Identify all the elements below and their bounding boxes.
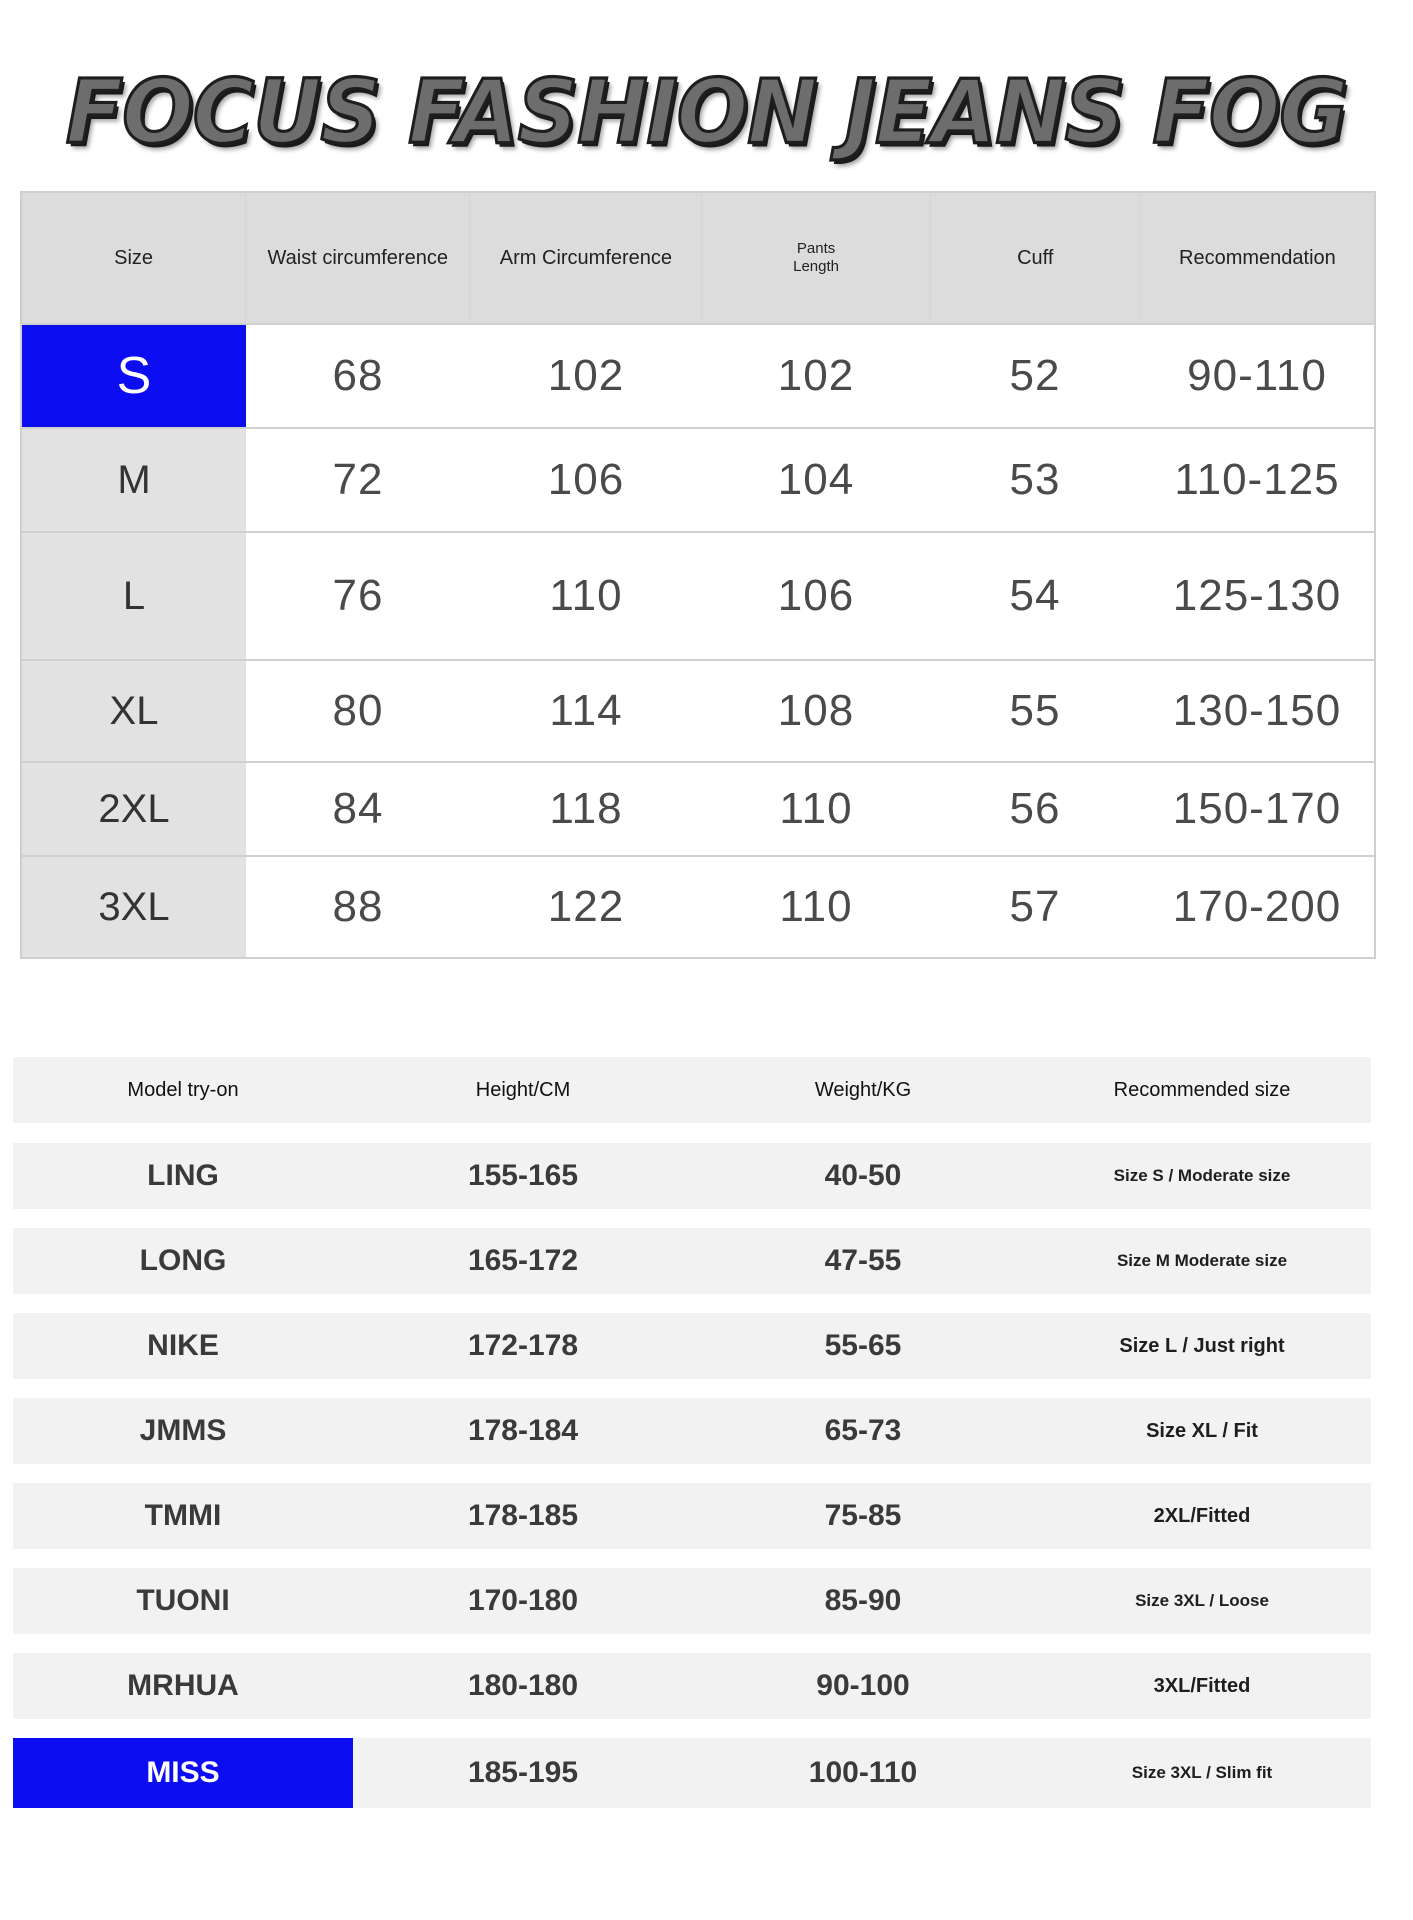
model-height: 165-172 <box>467 1244 579 1277</box>
cuff-cell: 54 <box>1009 571 1061 620</box>
waist-cell: 68 <box>332 351 384 400</box>
cuff-cell: 55 <box>1009 686 1061 735</box>
table-row <box>22 325 1374 429</box>
arm-cell: 106 <box>547 455 625 504</box>
recommendation-cell: 125-130 <box>1172 571 1342 620</box>
pants-cell: 102 <box>777 351 855 400</box>
pants-cell: 108 <box>777 686 855 735</box>
table-row <box>13 1568 1371 1634</box>
table-row <box>13 1738 1371 1808</box>
header-height: Height/CM <box>475 1078 571 1101</box>
size-cell: 2XL <box>22 763 246 855</box>
waist-cell: 76 <box>332 571 384 620</box>
arm-cell: 122 <box>547 882 625 931</box>
model-weight: 55-65 <box>824 1329 902 1362</box>
recommendation-cell: 170-200 <box>1172 882 1342 931</box>
recommendation-cell: 150-170 <box>1172 784 1342 833</box>
size-cell: XL <box>22 661 246 761</box>
recommendation-cell: 110-125 <box>1174 455 1340 504</box>
header-recommended-size: Recommended size <box>1113 1078 1291 1101</box>
model-tryon-table <box>13 1057 1371 1827</box>
header-cuff: Cuff <box>931 193 1141 323</box>
recommendation-cell: 90-110 <box>1187 351 1327 400</box>
size-cell: S <box>22 325 246 427</box>
model-recommended-size: Size 3XL / Slim fit <box>1131 1763 1273 1782</box>
model-height: 178-184 <box>467 1414 579 1447</box>
size-cell: 3XL <box>22 857 246 957</box>
model-recommended-size: Size XL / Fit <box>1146 1419 1258 1442</box>
model-recommended-size: 3XL/Fitted <box>1153 1674 1251 1697</box>
table-row <box>13 1483 1371 1549</box>
pants-cell: 106 <box>777 571 855 620</box>
model-name: LONG <box>139 1244 227 1277</box>
table-row <box>13 1653 1371 1719</box>
table-row <box>22 857 1374 957</box>
model-recommended-size: 2XL/Fitted <box>1153 1504 1251 1527</box>
model-height: 172-178 <box>467 1329 579 1362</box>
cuff-cell: 57 <box>1009 882 1061 931</box>
model-recommended-size: Size L / Just right <box>1119 1334 1285 1357</box>
table-row <box>13 1313 1371 1379</box>
header-pants-length <box>702 193 930 323</box>
model-weight: 85-90 <box>824 1584 902 1617</box>
pants-cell: 110 <box>779 882 853 931</box>
cuff-cell: 52 <box>1009 351 1061 400</box>
model-recommended-size: Size 3XL / Loose <box>1135 1591 1269 1610</box>
arm-cell: 114 <box>549 686 623 735</box>
table-row <box>22 661 1374 763</box>
model-weight: 75-85 <box>824 1499 902 1532</box>
model-name: TMMI <box>144 1499 222 1532</box>
arm-cell: 118 <box>549 784 623 833</box>
table-row <box>22 533 1374 661</box>
table-row <box>13 1228 1371 1294</box>
waist-cell: 72 <box>332 455 384 504</box>
model-height: 178-185 <box>467 1499 579 1532</box>
model-name: NIKE <box>147 1329 219 1362</box>
header-pants-length-label: Pants Length <box>793 240 839 275</box>
model-height: 185-195 <box>467 1756 579 1789</box>
model-name: LING <box>147 1159 219 1192</box>
header-waist: Waist circumference <box>246 193 470 323</box>
model-recommended-size: Size M Moderate size <box>1116 1251 1288 1270</box>
model-chart-header <box>13 1057 1371 1123</box>
model-height: 170-180 <box>467 1584 579 1617</box>
header-recommendation: Recommendation <box>1179 246 1336 269</box>
size-chart-table <box>20 191 1376 959</box>
model-recommended-size: Size S / Moderate size <box>1113 1166 1291 1185</box>
model-weight: 100-110 <box>808 1756 918 1789</box>
table-row <box>13 1398 1371 1464</box>
size-cell: M <box>22 429 246 531</box>
waist-cell: 88 <box>332 882 384 931</box>
size-chart-header <box>22 193 1374 325</box>
model-height: 155-165 <box>467 1159 579 1192</box>
header-weight: Weight/KG <box>814 1078 912 1101</box>
pants-cell: 110 <box>779 784 853 833</box>
arm-cell: 110 <box>549 571 623 620</box>
model-name: MISS <box>13 1738 353 1808</box>
header-model: Model try-on <box>127 1078 239 1101</box>
table-row <box>22 429 1374 533</box>
model-name: MRHUA <box>127 1669 239 1702</box>
model-name: JMMS <box>139 1414 227 1447</box>
model-weight: 90-100 <box>816 1669 910 1702</box>
recommendation-cell: 130-150 <box>1172 686 1342 735</box>
waist-cell: 80 <box>332 686 384 735</box>
model-name: TUONI <box>136 1584 230 1617</box>
waist-cell: 84 <box>332 784 384 833</box>
cuff-cell: 53 <box>1009 455 1061 504</box>
model-weight: 40-50 <box>824 1159 902 1192</box>
brand-title: FOCUS FASHION JEANS FOG <box>65 60 1348 164</box>
cuff-cell: 56 <box>1009 784 1061 833</box>
size-cell: L <box>22 533 246 659</box>
header-arm: Arm Circumference <box>470 193 702 323</box>
arm-cell: 102 <box>547 351 625 400</box>
header-size: Size <box>22 193 246 323</box>
model-weight: 65-73 <box>824 1414 902 1447</box>
model-weight: 47-55 <box>824 1244 902 1277</box>
model-height: 180-180 <box>467 1669 579 1702</box>
table-row <box>22 763 1374 857</box>
pants-cell: 104 <box>777 455 855 504</box>
table-row <box>13 1143 1371 1209</box>
